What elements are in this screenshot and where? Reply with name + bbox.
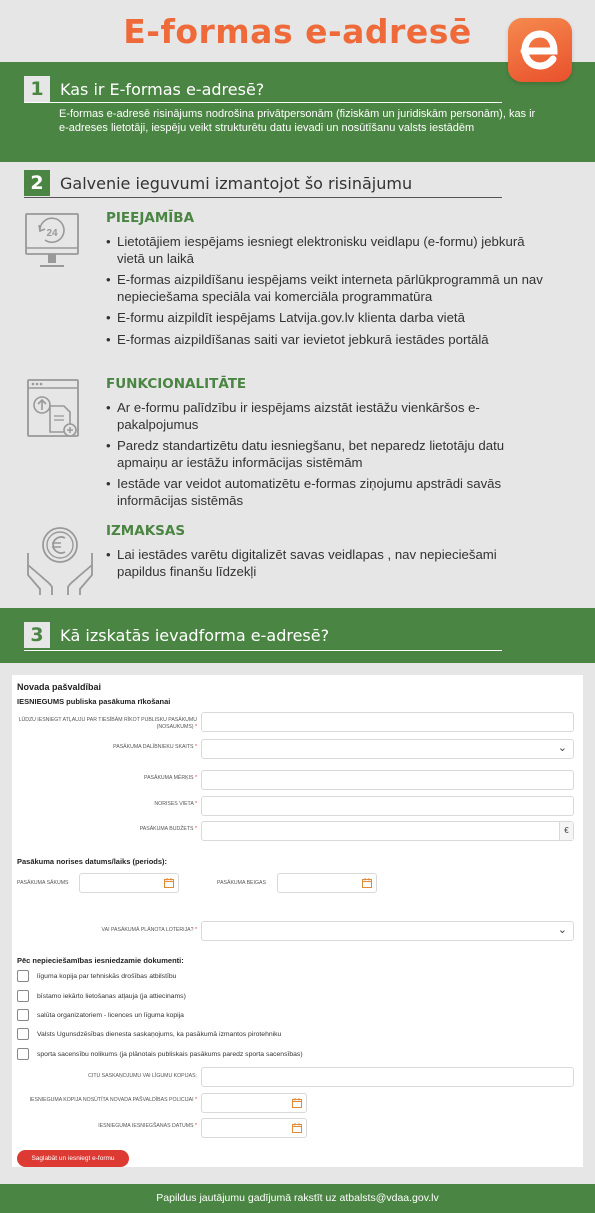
section-title: Kas ir E-formas e-adresē?	[60, 79, 265, 99]
calendar-icon[interactable]	[362, 878, 372, 888]
doc-checkbox[interactable]: sporta sacensību nolikums (ja plānotais publiskais pasākums paredz sporta sacensības)	[17, 1048, 303, 1060]
section-form-preview	[0, 608, 595, 663]
list-item: • Lietotājiem iespējams iesniegt elektronisku veidlapu (e-formu) jebkurā vietā un laikā	[106, 234, 546, 267]
other-docs-input[interactable]	[201, 1067, 574, 1087]
doc-checkbox[interactable]: bīstamo iekārto lietošanas atļauja (ja attiecinams)	[17, 990, 186, 1002]
checkbox[interactable]	[17, 1009, 29, 1021]
section-number: 3	[24, 622, 50, 648]
event-name-input[interactable]	[201, 712, 574, 732]
section-what-is	[0, 62, 595, 162]
list-item: • Iestāde var veidot automatizētu e-formas ziņojumu apstrādi savās informācijas sistēmās	[106, 476, 556, 509]
list-item: • Ar e-formu palīdzību ir iespējams aizstāt iestāžu vienkāršos e-pakalpojumus	[106, 400, 556, 433]
calendar-icon[interactable]	[292, 1123, 302, 1133]
field-label: PASĀKUMA BEIGAS	[217, 880, 266, 886]
section-number: 2	[24, 170, 50, 196]
lottery-select[interactable]	[201, 921, 574, 941]
doc-checkbox[interactable]: salūta organizatoriem - licences un līguma kopija	[17, 1009, 184, 1021]
calendar-icon[interactable]	[164, 878, 174, 888]
field-label: IESNIEGUMA IESNIEGŠANAS DATUMS *	[98, 1123, 197, 1129]
list-item: • E-formas aizpildīšanas saiti var ievietot jebkurā iestādes portālā	[106, 332, 546, 349]
list-item: • Lai iestādes varētu digitalizēt savas veidlapas , nav nepieciešami papildus finanšu līdzekļi	[106, 547, 526, 580]
benefit-list	[106, 547, 526, 585]
police-copy-date-input[interactable]	[201, 1093, 307, 1113]
field-label: CITU SASKAŅOJUMU VAI LĪGUMU KOPIJAS:	[88, 1073, 197, 1079]
submit-date-input[interactable]	[201, 1118, 307, 1138]
docs-heading: Pēc nepieciešamības iesniedzamie dokumenti:	[17, 956, 184, 965]
period-heading: Pasākuma norises datums/laiks (periods):	[17, 857, 168, 866]
start-date-input[interactable]	[79, 873, 179, 893]
checkbox[interactable]	[17, 1048, 29, 1060]
section-title: Galvenie ieguvumi izmantojot šo risinājumu	[60, 173, 413, 193]
header	[0, 0, 595, 62]
euro-currency-addon: €	[559, 822, 573, 840]
event-goal-input[interactable]	[201, 770, 574, 790]
form-preview	[12, 675, 583, 1167]
list-item: • Paredz standartizētu datu iesniegšanu, bet neparedz lietotāju datu apmaiņu ar iestāžu informācijas sistēmām	[106, 438, 556, 471]
category-title: IZMAKSAS	[106, 523, 186, 539]
title-underline	[24, 102, 502, 103]
field-label: NORISES VIETA *	[154, 801, 197, 807]
e-letter-logo	[508, 18, 572, 82]
checkbox[interactable]	[17, 990, 29, 1002]
field-label: PASĀKUMA DALĪBNIEKU SKAITS *	[113, 744, 197, 750]
budget-input[interactable]	[201, 821, 574, 841]
field-label: VAI PASĀKUMĀ PLĀNOTA LOTERIJA? *	[101, 927, 197, 933]
page-title: E-formas e-adresē	[123, 12, 472, 51]
benefit-list	[106, 400, 556, 515]
form-subheading: IESNIEGUMS publiska pasākuma rīkošanai	[17, 697, 171, 706]
field-label: PASĀKUMA BUDŽETS *	[139, 826, 197, 832]
section-text: E-formas e-adresē risinājums nodrošina privātpersonām (fiziskām un juridiskām personām), kas ir e-adreses lietotāji, iespēju veikt strukturētu datu ievadi un nosūtīšanu valsts iestādēm	[59, 108, 536, 134]
section-title: Kā izskatās ievadforma e-adresē?	[60, 625, 330, 645]
benefit-list	[106, 234, 546, 354]
section-number: 1	[24, 76, 50, 102]
list-item: • E-formu aizpildīt iespējams Latvija.gov.lv klienta darba vietā	[106, 310, 546, 327]
venue-input[interactable]	[201, 796, 574, 816]
field-label: IESNIEGUMA KOPIJA NOSŪTĪTA NOVADA PAŠVALDĪBAS POLICIJAI *	[29, 1097, 197, 1103]
browser-upload-document-icon	[26, 378, 82, 438]
form-heading: Novada pašvaldībai	[17, 682, 102, 692]
checkbox[interactable]	[17, 970, 29, 982]
submit-button[interactable]: Saglabāt un iesniegt e-formu	[17, 1150, 129, 1167]
title-underline	[24, 650, 502, 651]
title-underline	[24, 197, 502, 198]
field-label: PASĀKUMA MĒRĶIS *	[144, 775, 197, 781]
svg-text:24: 24	[46, 228, 58, 239]
field-label: PASĀKUMA SĀKUMS	[17, 880, 69, 886]
participants-select[interactable]	[201, 739, 574, 759]
category-title: FUNKCIONALITĀTE	[106, 376, 247, 392]
checkbox[interactable]	[17, 1028, 29, 1040]
end-date-input[interactable]	[277, 873, 377, 893]
doc-checkbox[interactable]: līguma kopija par tehniskās drošības atbilstību	[17, 970, 176, 982]
euro-hands-icon	[24, 525, 96, 597]
monitor-24h-icon	[24, 212, 80, 270]
list-item: • E-formas aizpildīšanu iespējams veikt interneta pārlūkprogrammā un nav nepieciešama speciāla vai komerciāla programmatūra	[106, 272, 546, 305]
category-title: PIEEJAMĪBA	[106, 210, 195, 226]
doc-checkbox[interactable]: Valsts Ugunsdzēsības dienesta saskaņojums, ka pasākumā izmantos pirotehniku	[17, 1028, 281, 1040]
footer-contact: Papildus jautājumu gadījumā rakstīt uz atbalsts@vdaa.gov.lv	[0, 1184, 595, 1213]
calendar-icon[interactable]	[292, 1098, 302, 1108]
field-label: LŪDZU IESNIEGT ATĻAUJU PAR TIESĪBĀM RĪKOT PUBLISKU PASĀKUMU (NOSAUKUMS) *	[18, 717, 197, 730]
